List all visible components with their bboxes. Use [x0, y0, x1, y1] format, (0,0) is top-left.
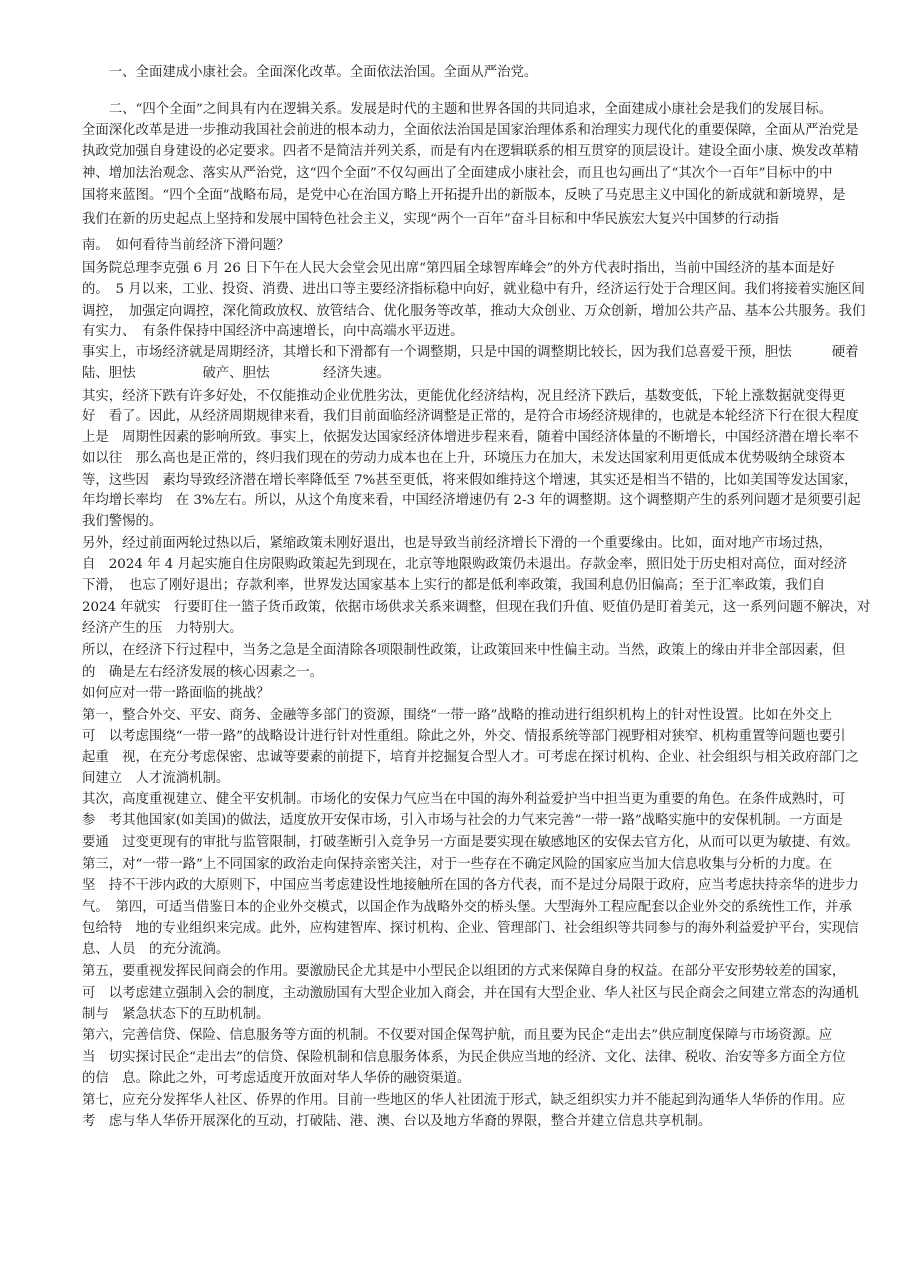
text-line: 包给特 地的专业组织来完成。此外，应构建智库、探讨机构、企业、管理部门、社会组织等共同参与的海外利益爱护平台，实现信 [82, 921, 859, 936]
text-line: 如何应对一带一路面临的挑战？ [82, 686, 270, 701]
text-line: 要通 过变更现有的审批与监管限制，打破垄断引入竞争另一方面是要实现在敏感地区的安保去官方化，从而可以更为敏捷、有效。 [82, 835, 859, 850]
text-line: 其实，经济下跌有许多好处，不仅能推动企业优胜劣汰，更能优化经济结构，况且经济下跌后，基数变低，下轮上涨数据就变得更 [82, 389, 846, 404]
text-line: 有实力、 有条件保持中国经济中高速增长，向中高端水平迈进。 [82, 324, 464, 339]
text-line: 如以往 那么高也是正常的，终归我们现在的劳动力成本也在上升，环境压力在加大，未发达国家利用更低成本优势吸纳全球资本 [82, 451, 846, 466]
text-line: 神、增加法治观念、落实从严治党，这“四个全面”不仅勾画出了全面建成小康社会，而且也勾画出了“其次个一百年”目标中的中 [82, 166, 833, 181]
text-line: 起重 视，在充分考虑保密、忠诚等要素的前提下，培育并挖掘复合型人才。可考虑在探讨机构、企业、社会组织与相关政府部门之 [82, 750, 859, 765]
text-line: 坚 持不干涉内政的大原则下，中国应当考虑建设性地接触所在国的各方代表，而不是过分局限于政府，应当考虑扶持亲华的进步力 [82, 878, 859, 893]
text-line: 息、人员 的充分流淌。 [82, 942, 230, 957]
text-line: 所以，在经济下行过程中，当务之急是全面清除各项限制性政策，让政策回来中性偏主动。当然，政策上的缘由并非全部因素，但 [82, 643, 846, 658]
text-line: 考 虑与华人华侨开展深化的互动，打破陆、港、澳、台以及地方华裔的界限，整合并建立信息共享机制。 [82, 1114, 712, 1129]
text-line: 南。 如何看待当前经济下滑问题？ [82, 238, 290, 253]
text-line: 陆、胆怯 破产、胆怯 经济失速。 [82, 366, 390, 381]
text-line: 可 以考虑建立强制入会的制度，主动激励国有大型企业加入商会，并在国有大型企业、华人社区与民企商会之间建立常态的沟通机 [82, 986, 859, 1001]
text-line: 制与 紧急状态下的互助机制。 [82, 1007, 270, 1022]
text-line: 的 确是左右经济发展的核心因素之一。 [82, 665, 324, 680]
text-line: 全面深化改革是进一步推动我国社会前进的根本动力，全面依法治国是国家治理体系和治理实力现代化的重要保障，全面从严治党是 [82, 123, 859, 138]
text-line: 我们警惕的。 [82, 514, 163, 529]
text-line: 经济产生的压 力特别大。 [82, 621, 243, 636]
text-line: 上是 周期性因素的影响所致。事实上，依据发达国家经济体增进步程来看，随着中国经济体量的不断增长，中国经济潜在增长率不 [82, 430, 859, 445]
text-line: 第七，应充分发挥华人社区、侨界的作用。目前一些地区的华人社团流于形式，缺乏组织实力并不能起到沟通华人华侨的作用。应 [82, 1093, 846, 1108]
text-line: 好 看了。因此，从经济周期规律来看，我们目前面临经济调整是正常的，是符合市场经济规律的，也就是本轮经济下行在很大程度 [82, 409, 859, 424]
text-line: 国务院总理李克强 6 月 26 日下午在人民大会堂会见出席“第四届全球智库峰会”的外方代表时指出，当前中国经济的基本面是好 [82, 261, 835, 276]
text-line: 国将来蓝图。“四个全面”战略布局，是党中心在治国方略上开拓提升出的新版本，反映了马克思主义中国化的新成就和新境界，是 [82, 188, 846, 203]
text-line: 2024 年就实 行要盯住一篮子货币政策，依据市场供求关系来调整，但现在我们升值、贬值仍是盯着美元，这一系列问题不解决，对 [82, 600, 871, 615]
text-line: 第三，对“一带一路”上不同国家的政治走向保持亲密关注，对于一些存在不确定风险的国家应当加大信息收集与分析的力度。在 [82, 857, 833, 872]
text-line: 事实上，市场经济就是周期经济，其增长和下滑都有一个调整期，只是中国的调整期比较长，因为我们总喜爱干预，胆怯 硬着 [82, 345, 859, 360]
text-line: 一、全面建成小康社会。全面深化改革。全面依法治国。全面从严治党。 [82, 65, 538, 80]
text-line: 第一，整合外交、平安、商务、金融等多部门的资源，围绕“一带一路”战略的推动进行组织机构上的针对性设置。比如在外交上 [82, 708, 833, 723]
text-line: 年均增长率均 在 3%左右。所以，从这个角度来看，中国经济增速仍有 2-3 年的调整期。这个调整期产生的系列问题才是须要引起 [82, 493, 861, 508]
text-line: 参 考其他国家(如美国)的做法，适度放开安保市场，引入市场与社会的力气来完善“一带一路”战略实施中的安保机制。一方面是 [82, 813, 843, 828]
text-line: 自 2024 年 4 月起实施自住房限购政策起先到现在，北京等地限购政策仍未退出。存款金率，照旧处于历史相对高位，面对经济 [82, 557, 848, 572]
text-line: 调控， 加强定向调控，深化简政放权、放管结合、优化服务等改革，推动大众创业、万众创新，增加公共产品、基本公共服务。我们 [82, 304, 866, 319]
text-line: 下滑， 也忘了刚好退出；存款利率，世界发达国家基本上实行的都是低利率政策，我国利息仍旧偏高；至于汇率政策，我们自 [82, 578, 826, 593]
text-line: 当 切实探讨民企“走出去”的信贷、保险机制和信息服务体系，为民企供应当地的经济、文化、法律、税收、治安等多方面全方位 [82, 1050, 846, 1065]
text-line: 气。 第四，可适当借鉴日本的企业外交模式，以国企作为战略外交的桥头堡。大型海外工程应配套以企业外交的系统性工作，并承 [82, 900, 852, 915]
text-line: 二、“四个全面”之间具有内在逻辑关系。发展是时代的主题和世界各国的共同追求，全面建成小康社会是我们的发展目标。 [82, 102, 833, 117]
text-line: 我们在新的历史起点上坚持和发展中国特色社会主义，实现“两个一百年”奋斗目标和中华民族宏大复兴中国梦的行动指 [82, 212, 779, 227]
text-line: 另外，经过前面两轮过热以后，紧缩政策未刚好退出，也是导致当前经济增长下滑的一个重要缘由。比如，面对地产市场过热， [82, 536, 832, 551]
text-line: 第五，要重视发挥民间商会的作用。要激励民企尤其是中小型民企以组团的方式来保障自身的权益。在部分平安形势较差的国家， [82, 964, 846, 979]
text-line: 其次，高度重视建立、健全平安机制。市场化的安保力气应当在中国的海外利益爱护当中担当更为重要的角色。在条件成熟时，可 [82, 792, 846, 807]
text-line: 第六，完善信贷、保险、信息服务等方面的机制。不仅要对国企保驾护航，而且要为民企“走出去”供应制度保障与市场资源。应 [82, 1028, 833, 1043]
text-line: 的。 5 月以来，工业、投资、消费、进出口等主要经济指标稳中向好，就业稳中有升，经济运行处于合理区间。我们将接着实施区间 [82, 282, 865, 297]
text-line: 的信 息。除此之外，可考虑适度开放面对华人华侨的融资渠道。 [82, 1071, 471, 1086]
text-line: 间建立 人才流淌机制。 [82, 771, 230, 786]
text-line: 等，这些因 素均导致经济潜在增长率降低至 7%甚至更低，将来假如维持这个增速，其实还是相当不错的，比如美国等发达国家， [82, 473, 858, 488]
text-line: 执政党加强自身建设的必定要求。四者不是简洁并列关系，而是有内在逻辑联系的相互贯穿的顶层设计。建设全面小康、焕发改革精 [82, 144, 859, 159]
text-line: 可 以考虑围绕“一带一路”的战略设计进行针对性重组。除此之外，外交、情报系统等部门视野相对狭窄、机构重置等问题也要引 [82, 729, 846, 744]
